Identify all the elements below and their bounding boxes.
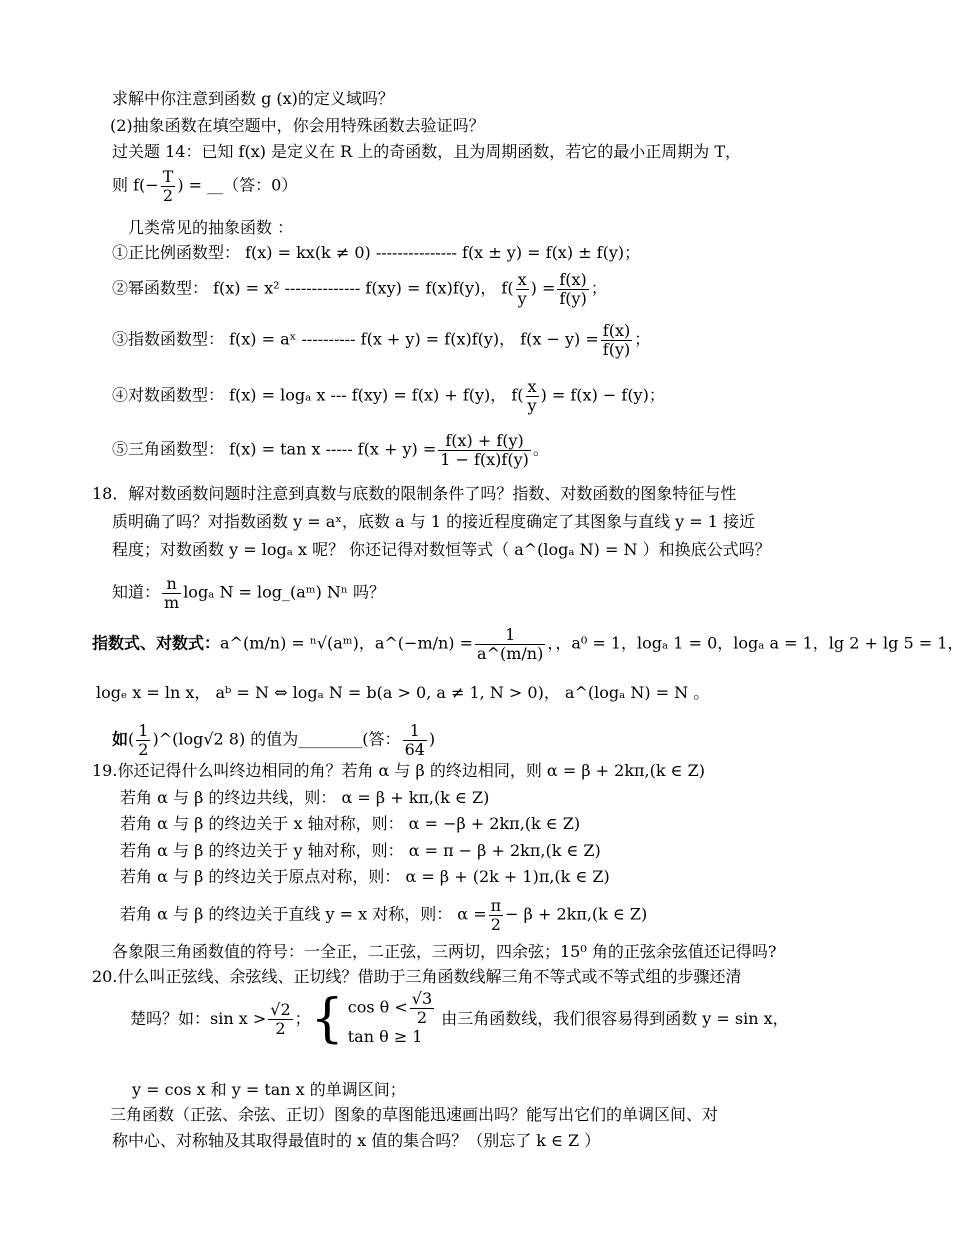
formula-line — [120, 897, 647, 933]
section-label: 指数式、对数式： — [92, 633, 221, 653]
denominator: 2 — [275, 1018, 286, 1038]
denominator: f(y) — [602, 339, 631, 359]
fraction — [601, 322, 632, 358]
text-line: 几类常见的抽象函数 ： — [128, 218, 294, 237]
text-fragment: 由三角函数线，我们很容易得到函数 y = sin x， — [441, 1008, 789, 1028]
numerator: 1 — [403, 722, 427, 741]
denominator: y — [527, 395, 537, 415]
numerator: f(x) — [601, 322, 632, 341]
text-fragment: − β + 2kπ,(k ∈ Z) — [505, 904, 648, 924]
inequality-system — [348, 990, 436, 1049]
formula-line — [112, 575, 385, 611]
text-line: 20.什么叫正弦线、余弦线、正切线？借助于三角函数线解三角不等式或不等式组的步骤还清 — [92, 967, 742, 986]
formula-line — [130, 990, 789, 1049]
text-fragment: 则 f(− — [112, 175, 159, 195]
fraction — [475, 626, 545, 662]
text-line: 若角 α 与 β 的终边关于 x 轴对称，则： α = −β + 2kπ,(k ∈ Z) — [120, 814, 581, 833]
numerator: T — [162, 167, 174, 186]
denominator: 2 — [416, 1007, 428, 1027]
text-line: 若角 α 与 β 的终边关于 y 轴对称，则： α = π − β + 2kπ,(k ∈ Z) — [120, 841, 601, 860]
denominator: 2 — [138, 739, 149, 759]
denominator: 1 − f(x)f(y) — [440, 449, 529, 469]
text-fragment: ) = __（答：0） — [177, 175, 298, 195]
text-line: 18．解对数函数问题时注意到真数与底数的限制条件了吗？指数、对数函数的图象特征与性 — [92, 484, 737, 503]
numerator: f(x) — [557, 271, 588, 290]
text-fragment: ②幂函数型： f(x) = x² -------------- f(xy) = f(x)f(y)， f( — [112, 278, 514, 298]
denominator: 2 — [490, 914, 501, 934]
text-line: ①正比例函数型： f(x) = kx(k ≠ 0) --------------- f(x ± y) = f(x) ± f(y)； — [112, 243, 641, 262]
text-line: (2)抽象函数在填空题中，你会用特殊函数去验证吗？ — [110, 116, 485, 135]
system-row — [348, 990, 436, 1026]
text-line: y = cos x 和 y = tan x 的单调区间； — [132, 1080, 406, 1099]
denominator: f(y) — [559, 288, 587, 308]
text-fragment: a^(m/n) = ⁿ√(aᵐ)，a^(−m/n) = — [220, 633, 474, 653]
numerator: n — [162, 575, 181, 594]
text-fragment: ； — [590, 278, 607, 298]
fraction — [438, 432, 531, 468]
numerator: x — [526, 378, 539, 397]
text-fragment: ，，a⁰ = 1，logₐ 1 = 0，logₐ a = 1，lg 2 + lg 5 = 1， — [547, 633, 963, 653]
text-line: 若角 α 与 β 的终边关于原点对称，则： α = β + (2k + 1)π,(k ∈ Z) — [120, 867, 610, 886]
formula-line — [112, 271, 607, 307]
denominator: 2 — [162, 185, 174, 205]
denominator: 64 — [404, 739, 425, 759]
text-line: 称中心、对称轴及其取得最值时的 x 值的集合吗？（别忘了 k ∈ Z ） — [112, 1131, 601, 1150]
text-line: 质明确了吗？对指数函数 y = aˣ，底数 a 与 1 的接近程度确定了其图象与直线 y = 1 接近 — [112, 512, 756, 531]
formula-line — [112, 722, 435, 758]
formula-line — [112, 322, 650, 358]
formula-line — [112, 432, 549, 468]
fraction — [489, 897, 504, 933]
text-fragment: ) — [428, 729, 436, 749]
fraction — [516, 271, 529, 307]
fraction — [526, 378, 539, 414]
example-label: 如 — [112, 729, 129, 749]
fraction — [268, 1001, 292, 1037]
text-fragment: ； — [634, 329, 651, 349]
denominator: m — [164, 592, 180, 612]
formula-line — [112, 168, 297, 204]
text-fragment: ⑤三角函数型： f(x) = tan x ----- f(x + y) = — [112, 439, 437, 459]
system-row: tan θ ≥ 1 — [347, 1027, 423, 1047]
fraction — [162, 575, 181, 611]
numerator: 1 — [138, 721, 149, 740]
text-fragment: 知道： — [112, 582, 161, 602]
text-fragment: ③指数函数型： f(x) = aˣ ---------- f(x + y) = f(x)f(y)， f(x − y) = — [112, 329, 599, 349]
denominator: a^(m/n) — [477, 643, 544, 663]
formula-line — [112, 378, 665, 414]
text-line: 若角 α 与 β 的终边共线，则： α = β + kπ,(k ∈ Z) — [120, 788, 490, 807]
text-line: 三角函数（正弦、余弦、正切）图象的草图能迅速画出吗？能写出它们的单调区间、对 — [110, 1105, 719, 1124]
fraction — [557, 271, 588, 307]
numerator: x — [516, 271, 529, 290]
fraction — [136, 722, 150, 758]
fraction — [403, 722, 427, 758]
text-fragment: 楚吗？如：sin x > — [130, 1008, 267, 1028]
text-fragment: 若角 α 与 β 的终边关于直线 y = x 对称，则： α = — [120, 904, 487, 924]
denominator: y — [517, 288, 527, 308]
numerator: 1 — [475, 626, 545, 645]
text-line: 求解中你注意到函数 g (x)的定义域吗？ — [112, 89, 394, 108]
fraction — [161, 168, 176, 204]
text-fragment: )^(log√2 8) 的值为________(答： — [152, 729, 401, 749]
text-fragment: ) = f(x) − f(y)； — [540, 385, 665, 405]
numerator: √3 — [411, 989, 433, 1008]
text-line: 过关题 14：已知 f(x) 是定义在 R 上的奇函数，且为周期函数，若它的最小正周期为 T， — [112, 142, 742, 161]
fraction — [410, 990, 434, 1026]
text-line: 程度；对数函数 y = logₐ x 呢？ 你还记得对数恒等式（ a^(logₐ N) = N ）和换底公式吗？ — [112, 540, 771, 559]
text-line: logₑ x = ln x， aᵇ = N ⇔ logₐ N = b(a > 0, a ≠ 1, N > 0)， a^(logₐ N) = N 。 — [96, 683, 710, 702]
text-fragment: logₐ N = log_(aᵐ) Nⁿ 吗？ — [183, 582, 385, 602]
text-fragment: ) = — [530, 278, 556, 298]
brace-symbol: { — [310, 989, 344, 1050]
text-fragment: cos θ < — [347, 997, 408, 1017]
text-fragment: ( — [128, 729, 135, 749]
text-line: 各象限三角函数值的符号：一全正，二正弦，三两切，四余弦；15⁰ 角的正弦余弦值还记得吗? — [112, 942, 777, 961]
text-line: 19.你还记得什么叫终边相同的角？若角 α 与 β 的终边相同，则 α = β + 2kπ,(k ∈ Z) — [92, 761, 705, 780]
text-fragment: ； — [294, 1008, 311, 1028]
numerator: π — [490, 896, 502, 915]
formula-line — [92, 626, 963, 662]
numerator: f(x) + f(y) — [438, 432, 531, 451]
text-fragment: ④对数函数型： f(x) = logₐ x --- f(xy) = f(x) + f(y)， f( — [112, 385, 524, 405]
text-fragment: 。 — [532, 439, 549, 459]
numerator: √2 — [270, 1000, 291, 1020]
